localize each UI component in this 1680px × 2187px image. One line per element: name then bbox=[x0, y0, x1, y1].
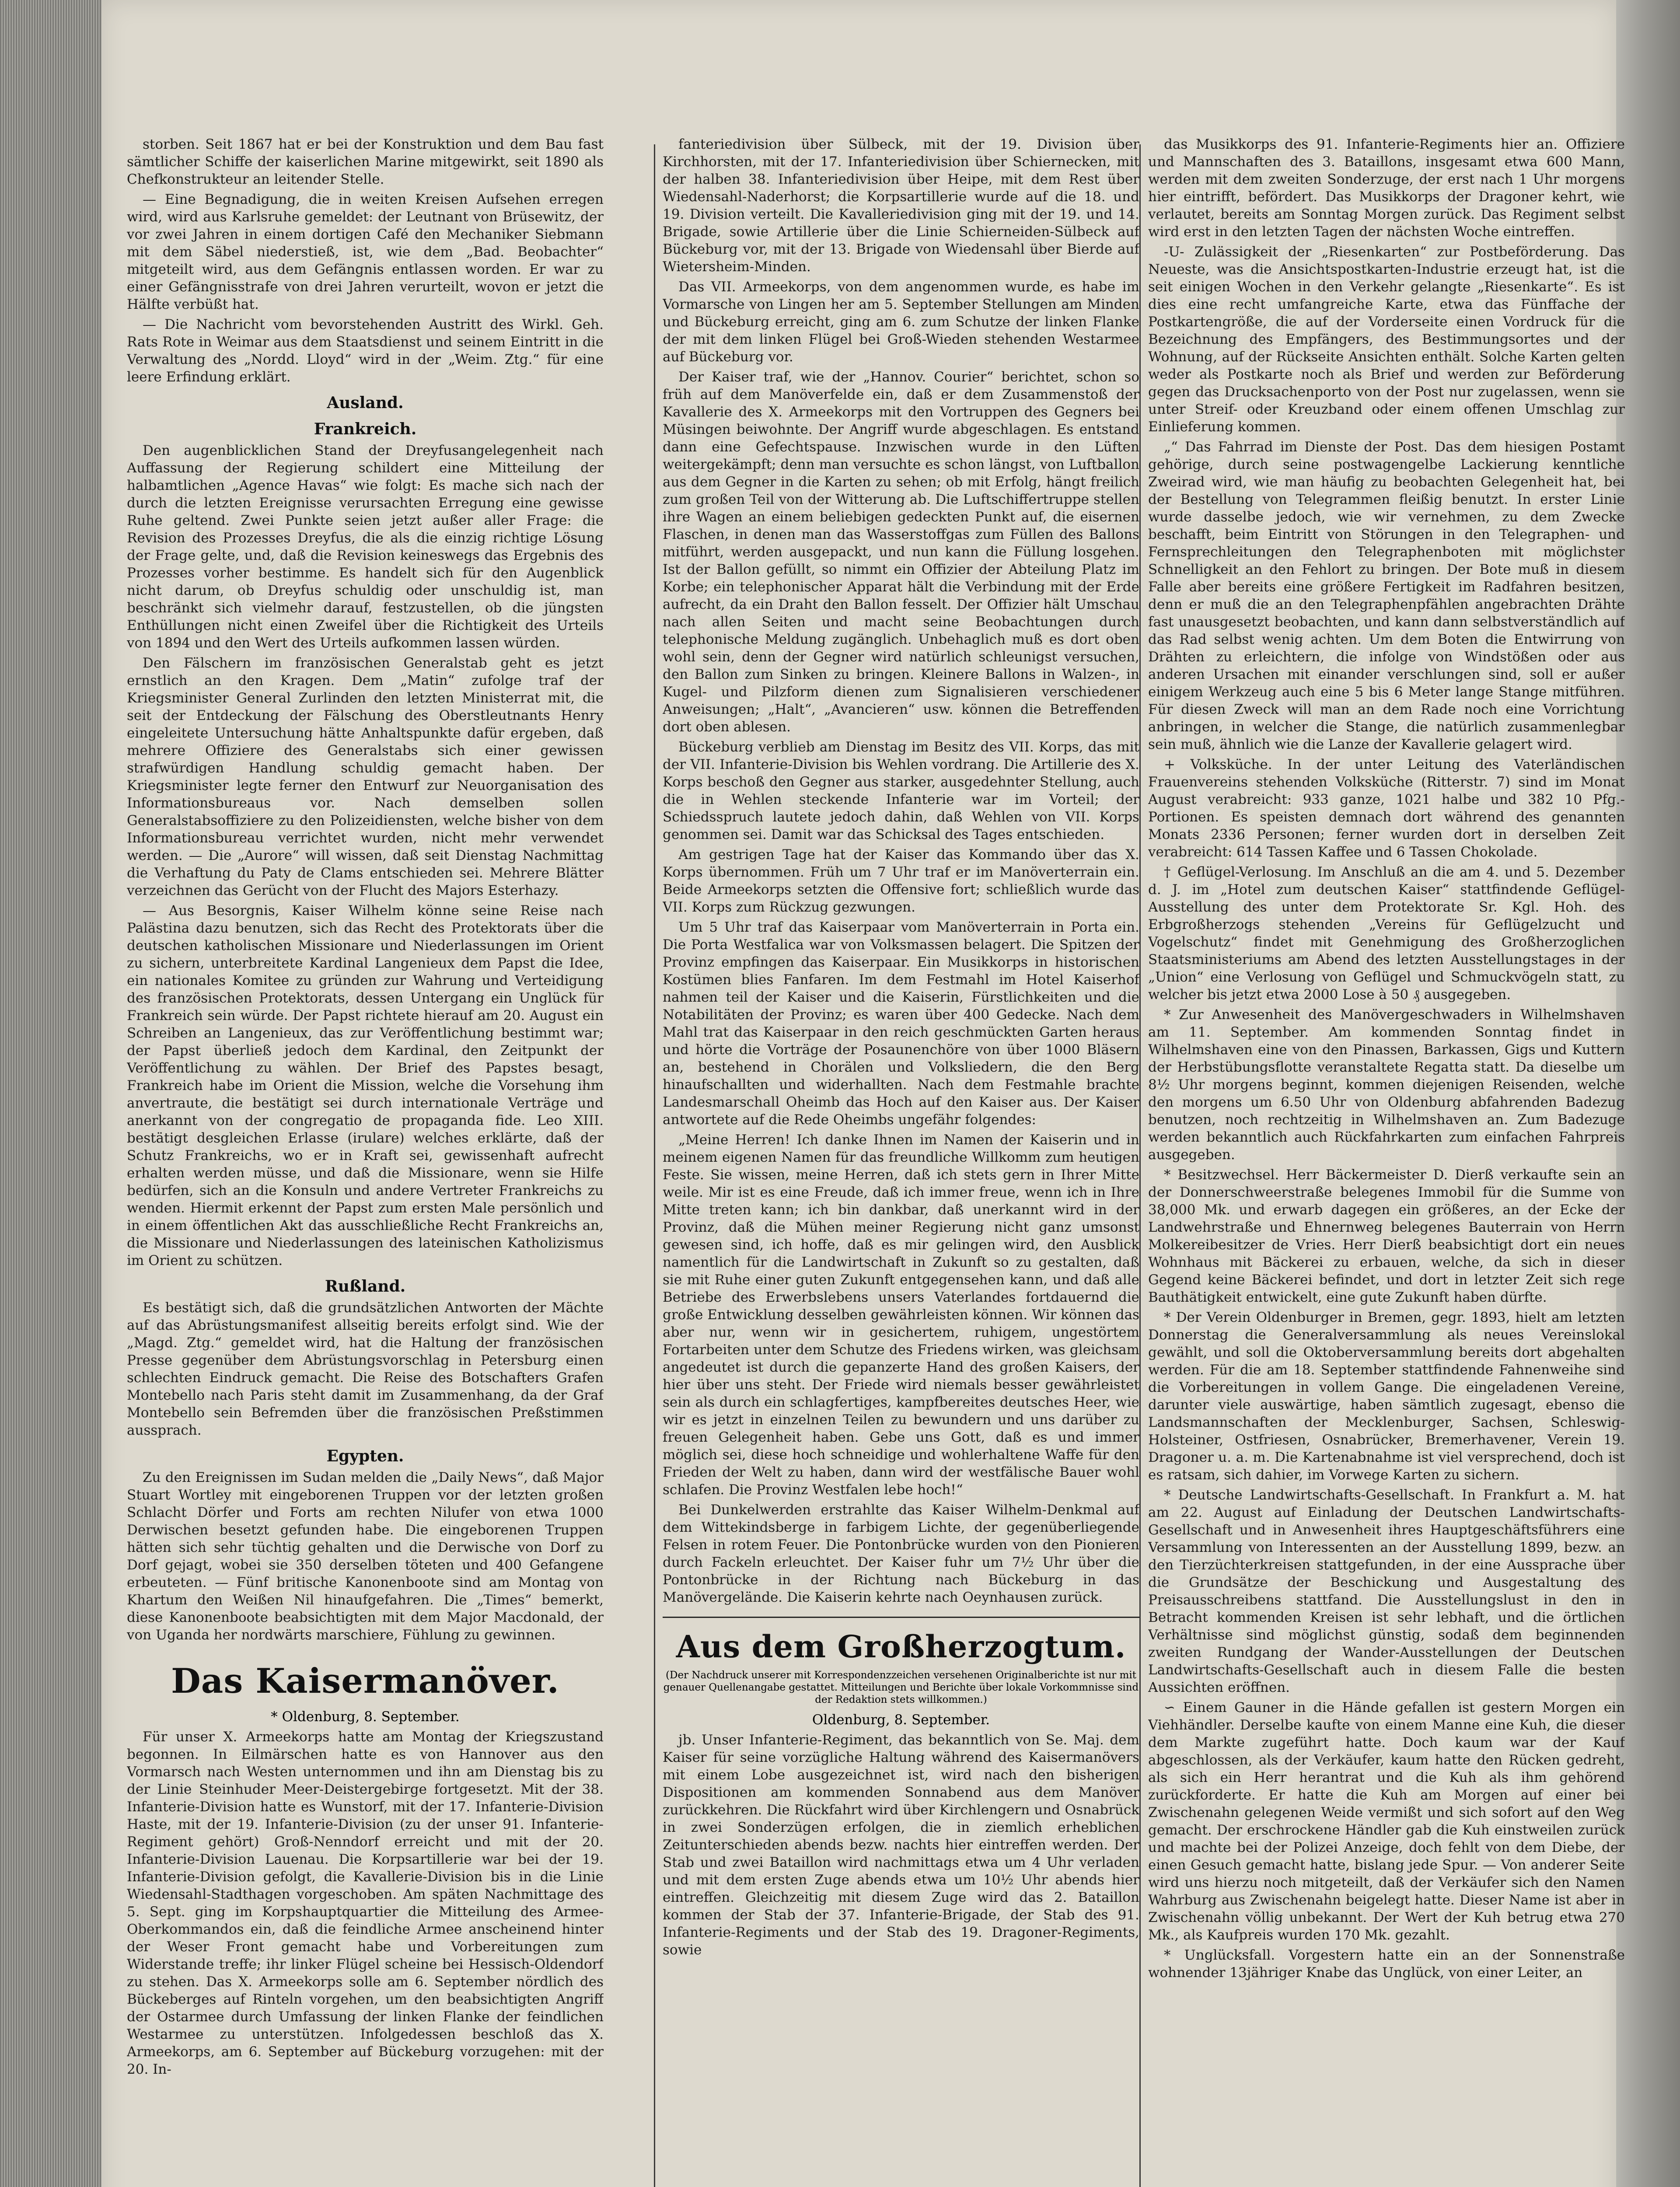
paragraph: fanteriedivision über Sülbeck, mit der 19. Division über Kirchhorsten, mit der 17. Infanteriedivision über Schiernecken, mit der halben 38. Infanteriedivision über Heipe, mit dem Rest über Wiedensahl-Naderhorst; die Korpsartillerie wurde auf die 18. und 19. Division verteilt. Die Kavalleriedivision ging mit der 19. und 14. Brigade, sowie Artillerie über die Linie Schierneiden-Sülbeck auf Bückeburg vor, mit der 13. Brigade von Wiedensahl über Bierde auf Wietersheim-Minden. bbox=[663, 136, 1139, 275]
paragraph: * Unglücksfall. Vorgestern hatte ein an der Sonnenstraße wohnender 13jähriger Knabe das Unglück, von einer Leiter, an bbox=[1148, 1947, 1625, 1981]
dateline: * Oldenburg, 8. September. bbox=[271, 1709, 460, 1725]
paragraph: „Meine Herren! Ich danke Ihnen im Namen der Kaiserin und in meinem eigenen Namen für das freundliche Willkomm zum heutigen Feste. Sie wissen, meine Herren, daß ich stets gern in Ihrer Mitte weile. Mir ist es eine Freude, daß ich immer freue, wenn ich in Ihre Mitte treten kann; ich bin dankbar, daß unerkannt wird in der Provinz, daß die Mühen meiner Regierung nicht ganz umsonst gewesen sind, ich hoffe, daß es mir gelingen wird, den Ausblick namentlich für die Landwirtschaft in Zukunft so zu gestalten, daß sie mit Ruhe einer guten Zukunft entgegensehen kann, und daß alle Betriebe des Erwerbslebens unsers Vaterlandes fortdauernd die große Entwicklung desselben gewährleisten können. Wir können das aber nur, wenn wir in gesichertem, ruhigem, ungestörtem Fortarbeiten unter dem Schutze des Friedens wirken, was gleichsam angedeutet ist durch die gepanzerte Hand des großen Kaisers, der hier über uns steht. Der Friede wird niemals besser gewährleistet sein als durch ein schlagfertiges, kampfbereites deutsches Heer, wie wir es jetzt in einzelnen Teilen zu bewundern und uns darüber zu freuen Gelegenheit haben. Gebe uns Gott, daß es und immer möglich sei, diese hoch schneidige und wohlerhaltene Waffe für den Frieden der Welt zu haben, dann wird der westfälische Bauer wohl schlafen. Die Provinz Westfalen lebe hoch!“ bbox=[663, 1132, 1139, 1498]
column-3 bbox=[1148, 136, 1625, 2187]
subsection-heading: Frankreich. bbox=[314, 420, 417, 438]
paragraph: * Zur Anwesenheit des Manövergeschwaders in Wilhelmshaven am 11. September. Am kommenden Sonntag findet in Wilhelmshaven eine von den Pinassen, Barkassen, Gigs und Kuttern der Herbstübungsflotte veranstaltete Regatta statt. Da dieselbe um 8½ Uhr morgens beginnt, kommen diejenigen Reisenden, welche den morgens um 6.50 Uhr von Oldenburg abfahrenden Badezug benutzen, noch rechtzeitig in Wilhelmshaven an. Zum Badezuge werden bekanntlich auch Rückfahrkarten zum einfachen Fahrpreis ausgegeben. bbox=[1148, 1007, 1625, 1163]
section-divider bbox=[663, 1617, 1139, 1618]
article-headline: Das Kaisermanöver. bbox=[171, 1661, 559, 1701]
paragraph: -U- Zulässigkeit der „Riesenkarten“ zur Postbeförderung. Das Neueste, was die Ansichtspostkarten-Industrie erzeugt hat, ist die seit einigen Wochen in den Verkehr gelangte „Riesenkarte“. Es ist dies eine recht umfangreiche Karte, etwa das Fünffache der Postkartengröße, die auf der Vorderseite einen Vordruck für die Bezeichnung des Empfängers, des Bestimmungsortes und der Wohnung, auf der Rückseite Ansichten enthält. Solche Karten gelten weder als Postkarte noch als Brief und werden zur Beförderung gegen das Drucksachenporto von der Post nur zugelassen, wenn sie unter Streif- oder Kreuzband oder einem offenen Umschlag zur Einlieferung kommen. bbox=[1148, 244, 1625, 435]
paragraph: „“ Das Fahrrad im Dienste der Post. Das dem hiesigen Postamt gehörige, durch seine postwagengelbe Lackierung kenntliche Zweirad wird, wie man häufig zu beobachten Gelegenheit hat, bei der Bestellung von Telegrammen fleißig benutzt. In erster Linie wurde dasselbe jedoch, wie wir vernehmen, zu dem Zwecke beschafft, beim Eintritt von Störungen in den Telegraphen- und Fernsprechleitungen den Telegraphenboten mit möglichster Schnelligkeit an den Fehlort zu bringen. Der Bote muß in diesem Falle aber bereits eine größere Fertigkeit im Radfahren besitzen, denn er muß die an den Telegraphenpfählen angebrachten Drähte fast unausgesetzt beobachten, und kann dann selbstverständlich auf das Rad selbst wenig achten. Um dem Boten die Entwirrung von Drähten zu erleichtern, die infolge von Windstößen oder aus anderen Ursachen mit einander verschlungen sind, soll er außer einigem Werkzeug auch eine 5 bis 6 Meter lange Stange mitführen. Für diesen Zweck will man an dem Rade noch eine Vorrichtung anbringen, in welcher die Stange, die natürlich zusammenlegbar sein muß, ähnlich wie die Lanze der Kavallerie gelagert wird. bbox=[1148, 439, 1625, 752]
paragraph: Bückeburg verblieb am Dienstag im Besitz des VII. Korps, das mit der VII. Infanterie-Division bis Wehlen vordrang. Die Artillerie des X. Korps beschoß den Gegner aus starker, ausgedehnter Stellung, auch die in Wehlen steckende Infanterie war im Vorteil; der Schiedsspruch lautete jedoch dahin, daß Wehlen von VII. Korps genommen sei. Damit war das Schicksal des Tages entschieden. bbox=[663, 739, 1139, 842]
paragraph: — Aus Besorgnis, Kaiser Wilhelm könne seine Reise nach Palästina dazu benutzen, sich das Recht des Protektorats über die deutschen katholischen Missionare und Niederlassungen im Orient zu sichern, unterbreitete Kardinal Langenieux dem Papst die Idee, ein nationales Komitee zu gründen zur Wahrung und Verteidigung des französischen Protektorats, dessen Untergang ein Unglück für Frankreich sein würde. Der Papst richtete hierauf am 20. August ein Schreiben an Langenieux, das zur Veröffentlichung bestimmt war; der Papst überließ jedoch dem Kardinal, den Zeitpunkt der Veröffentlichung zu wählen. Der Brief des Papstes besagt, Frankreich habe im Orient die Mission, welche die Vorsehung ihm anvertraute, die bestätigt sei durch internationale Verträge und anerkannt von der congregatio de propaganda fide. Leo XIII. bestätigt desgleichen Erlasse (irulare) welches erklärte, daß der Schutz Frankreichs, wo er in Kraft sei, gewissenhaft aufrecht erhalten werden müsse, und daß die Missionare, wenn sie Hilfe bedürfen, sich an die Konsuln und andere Vertreter Frankreichs zu wenden. Hiermit erkennt der Papst zum ersten Male persönlich und in einem öffentlichen Akt das ausschließliche Recht Frankreichs an, die Missionare und Niederlassungen des lateinischen Katholizismus im Orient zu schützen. bbox=[127, 903, 604, 1268]
paragraph: * Besitzwechsel. Herr Bäckermeister D. Dierß verkaufte sein an der Donnerschweerstraße belegenes Immobil für die Summe von 38,000 Mk. und erwarb dagegen ein größeres, an der Ecke der Landwehrstraße und Ehnernweg belegenes Bauterrain von Herrn Molkereibesitzer de Vries. Herr Dierß beabsichtigt dort ein neues Wohnhaus mit Bäckerei zu erbauen, welche, da sich in dieser Gegend keine Bäckerei befindet, und dort in letzter Zeit sich rege Bauthätigkeit entwickelt, eine gute Zukunft haben dürfte. bbox=[1148, 1167, 1625, 1305]
paragraph: Für unser X. Armeekorps hatte am Montag der Kriegszustand begonnen. In Eilmärschen hatte es von Hannover aus den Vormarsch nach Westen unternommen und ihn am Dienstag bis zu der Linie Steinhuder Meer-Deistergebirge fortgesetzt. Mit der 38. Infanterie-Division hatte es Wunstorf, mit der 17. Infanterie-Division Haste, mit der 19. Infanterie-Division (zu der unser 91. Infanterie-Regiment gehört) Groß-Nenndorf erreicht und mit der 20. Infanterie-Division Lauenau. Die Korpsartillerie war bei der 19. Infanterie-Division gefolgt, die Kavallerie-Division bis in die Linie Wiedensahl-Stadthagen vorgeschoben. Am späten Nachmittage des 5. Sept. ging im Korpshauptquartier die Mitteilung des Armee-Oberkommandos ein, daß die feindliche Armee anscheinend hinter der Weser Front gemacht habe und Vorbereitungen zum Widerstande treffe; ihr linker Flügel scheine bei Hessisch-Oldendorf zu stehen. Das X. Armeekorps solle am 6. September nördlich des Bückeberges auf Rinteln vorgehen, um den beabsichtigten Angriff der Ostarmee durch Umfassung der linken Flanke der feindlichen Westarmee zu unterstützen. Infolgedessen beschloß das X. Armeekorps, am 6. September auf Bückeburg vorzugehen: mit der 20. In- bbox=[127, 1729, 604, 2077]
column-2 bbox=[663, 136, 1139, 2187]
section-headline: Aus dem Großherzogtum. bbox=[676, 1628, 1126, 1665]
paragraph: Bei Dunkelwerden erstrahlte das Kaiser Wilhelm-Denkmal auf dem Wittekindsberge in farbigem Lichte, der gegenüberliegende Felsen in rotem Feuer. Die Pontonbrücke wurden von den Pionieren durch Fackeln erleuchtet. Der Kaiser fuhr um 7½ Uhr über die Pontonbrücke in der Richtung nach Bückeburg in das Manövergelände. Die Kaiserin kehrte nach Oeynhausen zurück. bbox=[663, 1502, 1139, 1605]
section-heading: Ausland. bbox=[327, 394, 404, 412]
dateline: Oldenburg, 8. September. bbox=[812, 1712, 990, 1728]
column-rule bbox=[654, 144, 655, 2187]
paragraph: Es bestätigt sich, daß die grundsätzlichen Antworten der Mächte auf das Abrüstungsmanifest allseitig bereits erfolgt sind. Wie der „Magd. Ztg.“ gemeldet wird, hat die Haltung der französischen Presse gegenüber dem Abrüstungsvorschlag in Petersburg einen schlechten Eindruck gemacht. Die Reise des Botschafters Grafen Montebello nach Paris steht damit im Zusammenhang, da der Graf Montebello sein Befremden über die französischen Preßstimmen aussprach. bbox=[127, 1300, 604, 1438]
paragraph: das Musikkorps des 91. Infanterie-Regiments hier an. Offiziere und Mannschaften des 3. Bataillons, insgesamt etwa 600 Mann, werden mit dem zweiten Sonderzuge, der erst nach 1 Uhr morgens hier eintrifft, befördert. Das Musikkorps der Dragoner kehrt, wie verlautet, bereits am Sonntag Morgen zurück. Das Regiment selbst wird erst in den letzten Tagen der nächsten Woche eintreffen. bbox=[1148, 136, 1625, 240]
column-rule bbox=[1139, 144, 1141, 2187]
paragraph: † Geflügel-Verlosung. Im Anschluß an die am 4. und 5. Dezember d. J. im „Hotel zum deutschen Kaiser“ stattfindende Geflügel-Ausstellung des unter dem Protektorate Sr. Kgl. Hoh. des Erbgroßherzogs stehenden „Vereins für Geflügelzucht und Vogelschutz“ findet mit Genehmigung des Großherzoglichen Staatsministeriums am Abend des letzten Ausstellungstages in der „Union“ eine Verlosung von Geflügel und Schmuckvögeln statt, zu welcher bis jetzt etwa 2000 Lose à 50 ₰ ausgegeben. bbox=[1148, 864, 1625, 1003]
paragraph: Der Kaiser traf, wie der „Hannov. Courier“ berichtet, schon so früh auf dem Manöverfelde ein, daß er dem Zusammenstoß der Kavallerie des X. Armeekorps mit den Vortruppen des Gegners bei Müsingen beiwohnte. Der Angriff wurde abgeschlagen. Es entstand dann eine Gefechtspause. Inzwischen wurde in den Lüften weitergekämpft; denn man versuchte es schon längst, von Luftballon aus dem Gegner in die Karten zu sehen; ob mit Erfolg, hängt freilich zum großen Teil von der Witterung ab. Die Luftschiffertruppe stellen ihre Wagen an einem beliebigen gedeckten Punkt auf, die eisernen Flaschen, in denen man das Wasserstoffgas zum Füllen des Ballons mitführt, werden ausgepackt, und nun kann die Füllung losgehen. Ist der Ballon gefüllt, so nimmt ein Offizier der Abteilung Platz im Korbe; ein telephonischer Apparat hält die Verbindung mit der Erde aufrecht, da ein Draht den Ballon fesselt. Der Offizier hält Umschau nach allen Seiten und macht seine Beobachtungen durch telephonische Meldung zugänglich. Unbehaglich muß es dort oben wohl sein, denn der Gegner wird natürlich schleunigst versuchen, den Ballon zum Sinken zu bringen. Kleinere Ballons in Walzen-, in Kugel- und Pilzform dienen zum Signalisieren verschiedener Anweisungen; „Halt“, „Avancieren“ usw. können die Betreffenden dort oben ablesen. bbox=[663, 369, 1139, 735]
page-stack-edge bbox=[0, 0, 101, 2187]
paragraph: — Die Nachricht vom bevorstehenden Austritt des Wirkl. Geh. Rats Rote in Weimar aus dem Staatsdienst und seinem Eintritt in die Verwaltung des „Nordd. Lloyd“ wird in der „Weim. Ztg.“ für eine leere Erfindung erklärt. bbox=[127, 317, 604, 385]
paragraph: Um 5 Uhr traf das Kaiserpaar vom Manöverterrain in Porta ein. Die Porta Westfalica war von Volksmassen belagert. Die Spitzen der Provinz empfingen das Kaiserpaar. Ein Musikkorps in historischen Kostümen blies Fanfaren. Im dem Festmahl im Hotel Kaiserhof nahmen teil der Kaiser und die Kaiserin, Fürstlichkeiten und die Notabilitäten der Provinz; es waren über 400 Gedecke. Nach dem Mahl trat das Kaiserpaar in den reich geschmückten Garten heraus und hörte die Vorträge der Posaunenchöre von über 1000 Bläsern an, bestehend in Chorälen und Volksliedern, die den Berg hinaufschallten und widerhallten. Nach dem Festmahle brachte Landesmarschall Oheimb das Hoch auf den Kaiser aus. Der Kaiser antwortete auf die Rede Oheimbs ungefähr folgendes: bbox=[663, 919, 1139, 1128]
subsection-heading: Rußland. bbox=[325, 1277, 406, 1296]
paragraph: Den Fälschern im französischen Generalstab geht es jetzt ernstlich an den Kragen. Dem „Matin“ zufolge traf der Kriegsminister General Zurlinden den letzten Ministerrat mit, die seit der Entdeckung der Fälschung des Oberstleutnants Henry eingeleitete Untersuchung hätte Anhaltspunkte dafür ergeben, daß mehrere Offiziere des Generalstabs sich einer gewissen strafwürdigen Handlung schuldig gemacht haben. Der Kriegsminister legte ferner den Entwurf zur Neuorganisation des Informationsbureaus vor. Nach demselben sollen Generalstabsoffiziere zu den Polizeidiensten, welche bisher von dem Informationsbureau verrichtet wurden, nicht mehr verwendet werden. — Die „Aurore“ will wissen, daß seit Dienstag Nachmittag die Verhaftung du Paty de Clams entschieden sei. Mehrere Blätter verzeichnen das Gerücht von der Flucht des Majors Esterhazy. bbox=[127, 655, 604, 898]
paragraph: storben. Seit 1867 hat er bei der Konstruktion und dem Bau fast sämtlicher Schiffe der kaiserlichen Marine mitgewirkt, seit 1890 als Chefkonstrukteur an leitender Stelle. bbox=[127, 136, 604, 187]
column-1 bbox=[127, 136, 604, 2187]
subsection-heading: Egypten. bbox=[326, 1447, 404, 1465]
paragraph: ∽ Einem Gauner in die Hände gefallen ist gestern Morgen ein Viehhändler. Derselbe kaufte von einem Manne eine Kuh, die dieser dem Markte zugeführt hatte. Doch kaum war der Kauf abgeschlossen, als der Verkäufer, kaum hatte den Rücken gedreht, als sich ein Herr herantrat und die Kuh als ihm gehörend zurückforderte. Er hatte die Kuh am Morgen auf einer bei Zwischenahn gelegenen Weide vermißt und sich sofort auf den Weg gemacht. Der erschrockene Händler gab die Kuh einstweilen zurück und machte bei der Polizei Anzeige, doch fehlt von dem Diebe, der einen Gesuch gemacht hatte, bislang jede Spur. — Von anderer Seite wird uns hierzu noch mitgeteilt, daß der Verkäufer sich den Namen Wahrburg aus Zwischenahn beigelegt hatte. Dieser Name ist aber in Zwischenahn völlig unbekannt. Der Wert der Kuh betrug etwa 270 Mk., als Kaufpreis wurden 170 Mk. gezahlt. bbox=[1148, 1700, 1625, 1943]
paragraph: Zu den Ereignissen im Sudan melden die „Daily News“, daß Major Stuart Wortley mit eingeborenen Truppen vor der letzten großen Schlacht Dörfer und Forts am rechten Nilufer von etwa 1000 Derwischen besetzt gefunden habe. Die eingeborenen Truppen hätten sich sehr tüchtig gehalten und die Derwische von Dorf zu Dorf gejagt, wobei sie 350 derselben töteten und 400 Gefangene erbeuteten. — Fünf britische Kanonenboote sind am Montag von Khartum den Weißen Nil hinaufgefahren. Die „Times“ bemerkt, diese Kanonenboote beabsichtigten mit dem Major Macdonald, der von Uganda her nordwärts marschiere, Fühlung zu gewinnen. bbox=[127, 1470, 604, 1643]
paragraph: jb. Unser Infanterie-Regiment, das bekanntlich von Se. Maj. dem Kaiser für seine vorzügliche Haltung während des Kaisermanövers mit einem Lobe ausgezeichnet ist, wird nach den bisherigen Dispositionen am kommenden Sonnabend aus dem Manöver zurückkehren. Die Rückfahrt wird über Kirchlengern und Osnabrück in zwei Sonderzügen erfolgen, die in ziemlich erheblichen Zeitunterschieden abends bezw. nachts hier eintreffen werden. Der Stab und zwei Bataillon wird nachmittags etwa um 4 Uhr verladen und mit dem ersten Zuge abends etwa um 10½ Uhr abends hier eintreffen. Gleichzeitig mit diesem Zuge wird das 2. Bataillon kommen der Stab der 37. Infanterie-Brigade, der Stab des 91. Infanterie-Regiments und der Stab des 19. Dragoner-Regiments, sowie bbox=[663, 1732, 1139, 1958]
editorial-note: (Der Nachdruck unserer mit Korrespondenzzeichen versehenen Originalberichte ist nur mit genauer Quellenangabe gestattet. Mitteilungen und Berichte über lokale Vorkommnisse sind der Redaktion stets willkommen.) bbox=[663, 1670, 1139, 1705]
paragraph: Den augenblicklichen Stand der Dreyfusangelegenheit nach Auffassung der Regierung schildert eine Mitteilung der halbamtlichen „Agence Havas“ wie folgt: Es mache sich nach der durch die letzten Ereignisse verursachten Erregung eine gewisse Ruhe geltend. Zwei Punkte seien jetzt außer aller Frage: die Revision des Prozesses Dreyfus, die als die einzig richtige Lösung der Frage gelte, und, daß die Revision keineswegs das Ergebnis des Prozesses vorher bestimme. Es handelt sich für den Augenblick nicht darum, ob Dreyfus schuldig oder unschuldig ist, man beschränkt sich vielmehr darauf, festzustellen, ob die jüngsten Enthüllungen nicht einen Zweifel über die Richtigkeit des Urteils von 1894 und den Wert des Urteils aufkommen lassen würden. bbox=[127, 443, 604, 651]
page-fore-edge bbox=[1616, 0, 1680, 2187]
paragraph: * Der Verein Oldenburger in Bremen, gegr. 1893, hielt am letzten Donnerstag die Generalversammlung als neues Vereinslokal gewählt, und soll die Oktoberversammlung bereits dort abgehalten werden. Für die am 18. September stattfindende Fahnenweihe sind die Vorbereitungen in vollem Gange. Die eingeladenen Vereine, darunter viele auswärtige, haben sämtlich zugesagt, ebenso die Landsmannschaften der Mecklenburger, Sachsen, Schleswig-Holsteiner, Ostfriesen, Osnabrücker, Bremerhavener, Verein 19. Dragoner u. a. m. Die Kartenabnahme ist viel versprechend, doch ist es ratsam, sich dahier, im Vorwege Karten zu sichern. bbox=[1148, 1310, 1625, 1483]
paragraph: * Deutsche Landwirtschafts-Gesellschaft. In Frankfurt a. M. hat am 22. August auf Einladung der Deutschen Landwirtschafts-Gesellschaft und in Anwesenheit ihres Hauptgeschäftsführers eine Versammlung von Interessenten an der Ausstellung 1899, bezw. an den Tierzüchterkreisen stattgefunden, in der eine Aussprache über die Grundsätze der Beschickung und Ausgestaltung des Preisausschreibens stattfand. Die Ausstellungslust in den in Betracht kommenden Kreisen ist sehr lebhaft, und die örtlichen Verhältnisse sind möglichst günstig, sodaß dem beginnenden zweiten Rundgang der Wander-Ausstellungen der Deutschen Landwirtschafts-Gesellschaft auch in diesem Falle die besten Aussichten eröffnen. bbox=[1148, 1487, 1625, 1695]
paragraph: Am gestrigen Tage hat der Kaiser das Kommando über das X. Korps übernommen. Früh um 7 Uhr traf er im Manöverterrain ein. Beide Armeekorps setzten die Offensive fort; schließlich wurde das VII. Korps zum Rückzug gezwungen. bbox=[663, 847, 1139, 915]
paragraph: — Eine Begnadigung, die in weiten Kreisen Aufsehen erregen wird, wird aus Karlsruhe gemeldet: der Leutnant von Brüsewitz, der vor zwei Jahren in einem dortigen Café den Mechaniker Siebmann mit dem Säbel niederstieß, ist, wie dem „Bad. Beobachter“ mitgeteilt wird, aus dem Gefängnis entlassen worden. Er war zu einer Gefängnisstrafe von drei Jahren verurteilt, wovon er jetzt die Hälfte verbüßt hat. bbox=[127, 192, 604, 312]
paragraph: + Volksküche. In der unter Leitung des Vaterländischen Frauenvereins stehenden Volksküche (Ritterstr. 7) sind im Monat August verabreicht: 933 ganze, 1021 halbe und 382 10 Pfg.-Portionen. Es speisten demnach dort während des genannten Monats 2336 Personen; ferner wurden dort in derselben Zeit verabreicht: 614 Tassen Kaffee und 6 Tassen Chokolade. bbox=[1148, 757, 1625, 860]
paragraph: Das VII. Armeekorps, von dem angenommen wurde, es habe im Vormarsche von Lingen her am 5. September Stellungen am Minden und Bückeburg erreicht, ging am 6. zum Schutze der linken Flanke der mit dem linken Flügel bei Groß-Wieden stehenden Westarmee auf Bückeburg vor. bbox=[663, 279, 1139, 365]
